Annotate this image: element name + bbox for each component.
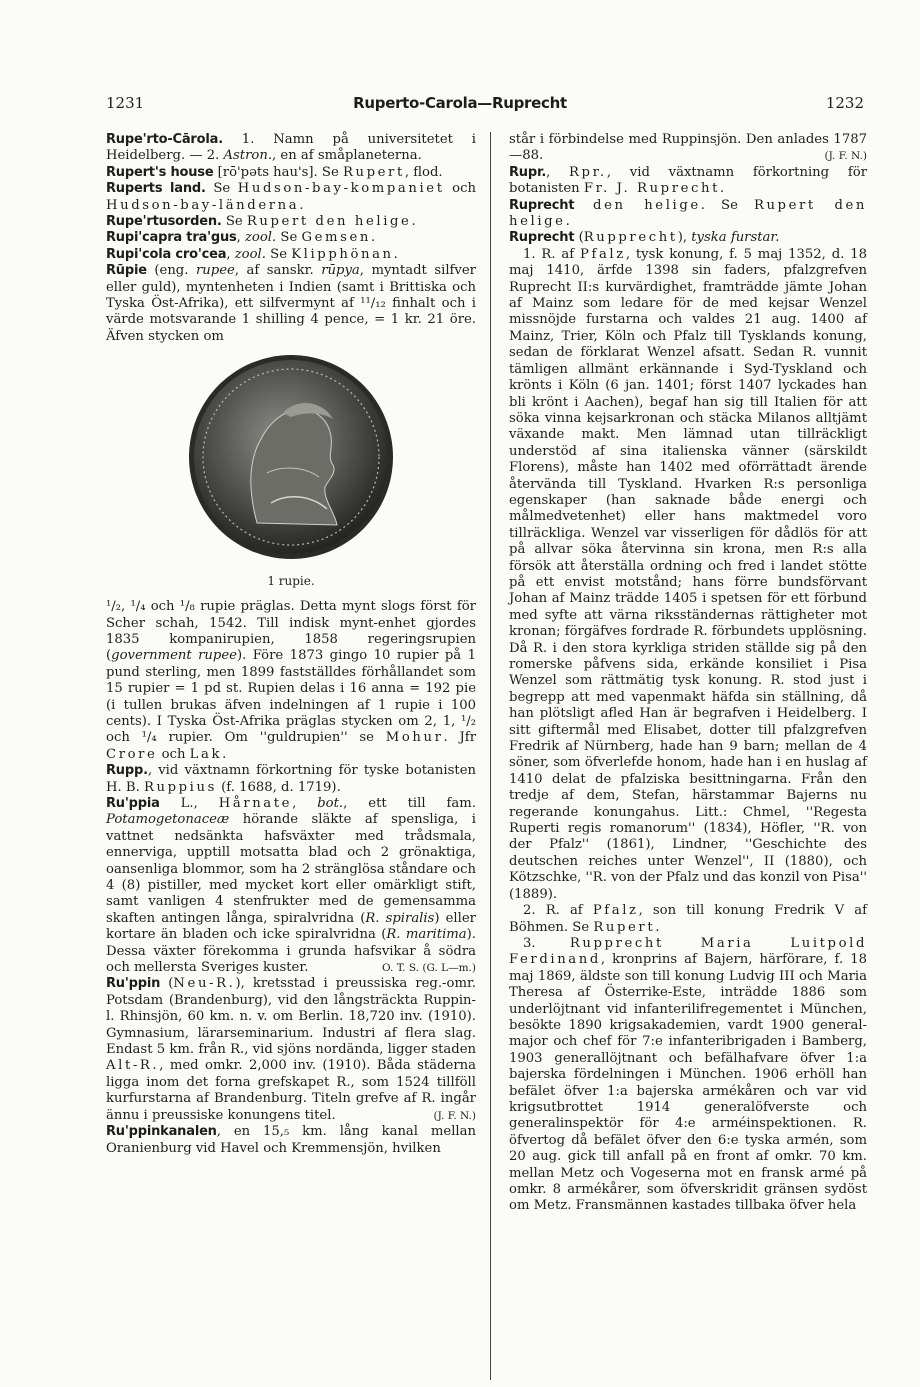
entry-italic: R. maritima [386,927,467,943]
cross-reference: Rupert [593,919,656,935]
headword: Ruprecht [509,197,575,213]
entry-text: L., [159,795,219,811]
cross-reference: Gemsen [301,230,371,246]
entry-text: står i förbindelse med Ruppinsjön. Den anlades 1787—88. [509,132,867,164]
headword-spaced: den helige [574,197,701,213]
entry-text: (eng. [146,263,196,279]
entry-text: . [222,746,227,762]
entry-text: och [444,181,476,197]
entry-text: , [546,164,570,180]
entry-italic: Astron. [223,148,273,164]
entry-italic: zool. [244,230,277,246]
entry-rupicola [106,247,476,263]
author-signature: (J. F. N.) [824,150,867,163]
entry-text: , [226,246,235,262]
entry-text: . [655,919,660,935]
cross-reference: Pfalz [580,246,626,262]
cross-reference: Rpr. [569,164,607,180]
entry-italic: government rupee [111,648,237,664]
rupee-coin-image [187,353,395,561]
cross-reference: Hårnate [218,795,293,811]
entry-ruprecht-furstar [509,230,867,246]
entry-ruppinkanalen [106,1124,476,1157]
headword: Rupp. [106,763,148,779]
entry-text: [rō'pəts hau's]. Se [213,164,343,180]
entry-rupie-continued [106,599,476,763]
cross-reference: Hudson-bay-länderna [106,197,300,213]
entry-text: . [393,246,398,262]
entry-text: , af sanskr. [234,263,322,279]
entry-text: ¹/₂, ¹/₄ och ¹/₈ rupie präglas. Detta mynt slogs först för Scher schah, 1542. Till indisk mynt-enhet gjordes 1835 kompanirupien, 1858 regeringsrupien ( [106,599,476,664]
headword: Ru'ppin [106,976,161,992]
subentry-3 [509,936,867,1215]
cross-reference: Rupert den helige [246,214,412,230]
entry-text: . Jfr [443,730,476,746]
entry-text: ), kretsstad i preussiska reg.-omr. Potsdam (Brandenburg), vid den långsträckta Ruppin- l. Rhinsjön, 60 km. n. v. om Berlin. 18,720 inv. (1910). Gymnasium, lärarseminarium. Industri af flera slag. Endast 5 km. från R., vid sjöns nordända, ligger staden [106,976,477,1058]
cross-reference: Rupert [342,164,405,180]
entry-ruperts-house [106,165,476,181]
headword: Rupr. [509,164,547,180]
entry-italic: R. spiralis [365,910,435,926]
entry-ruprecht-den-helige [509,198,867,231]
figure-caption: 1 rupie. [267,573,315,588]
entry-text: , [292,795,318,811]
entry-text: och [157,746,190,762]
entry-text: hörande släkte af spensliga, i vattnet nedsänkta hafsväxter med trådsmala, ennerviga, upptill motsatta blad och 2 grönaktiga, oansenliga blommor, som ha 2 stränglösa ståndare och 4 (8) pistiller, med mycket kort eller omärkligt stift, samt vanligen 4 stenfrukter med de gemensamma skaften antingen långa, spiralvridna ( [106,812,476,926]
entry-ruppin [106,976,476,1124]
page-number-left: 1231 [106,94,145,112]
cross-reference: Crore [106,746,158,762]
rupee-coin-figure [106,353,476,566]
cross-reference: Rupert den helige [509,197,867,230]
entry-italic: zool. [234,246,266,262]
entry-text: , en af småplaneterna. [272,148,422,164]
cross-reference: Ruppius [143,779,217,795]
entry-ruperts-land [106,181,476,214]
entry-text: ), [677,230,692,246]
entry-ruppinkanalen-continued [509,132,867,165]
entry-text: . [565,214,570,230]
cross-reference: Neu-R. [173,976,236,992]
page-number-right: 1232 [825,94,864,112]
entry-italic: bot. [317,795,344,811]
entry-text: Se [205,181,238,197]
entry-text: 2. R. af [523,903,593,919]
entry-text: , tysk konung, f. 5 maj 1352, d. 18 maj 1410, ärfde 1398 sin faders, pfalzgrefven Ruprecht II:s kurvärdighet, framträdde jämte Johan af Mainz som ledare för de med kejsar Wenzel missnöjde furstarna och valdes 21 aug. 1400 af Mainz, Trier, Köln och Pfalz till Tysklands konung, sedan de förklarat Wenzel afsatt. Sedan R. vunnit tämligen allmänt erkännande i Syd-Tyskland och krönts i Köln (6 jan. 1401; först 1407 lyckades han bli krönt i Aachen), begaf han sig till Italien för att söka vinna kejsarkronan och stäcka Milanos alltjämt växande makt. Men lämnad utan tillräckligt understöd af sina italienska vänner (särskildt Florens), måste han 1402 med oförrättadt ärende återvända till Tyskland. Hvarken R:s personliga egenskaper (han saknade både energi och målmedvetenhet) eller hans maktmedel voro tillräckliga. Wenzel var visserligen för dådlös för att på allvar söka återvinna sin krona, men R:s alla försök att återställa ordning och fred i landet stötte på ett envist motstånd; hans förre bundsförvant Johan af Mainz trädde 1405 i spetsen för ett förbund med syfte att värna riksständernas rättigheter mot kronan; förgäfves fordrade R. förbundets upplösning. Då R. i den stora kyrkliga striden ställde sig på den romerske påfvens sida, erkände konsiliet i Pisa Wenzel som rättmätig tysk konung. R. stod just i begrepp att med vapenmakt häfda sin ställning, då han plötsligt afled Han är begrafven i Heidelberg. I sitt giftermål med Elisabet, dotter till pfalzgrefven Fredrik af Nürnberg, hade han 9 barn; mellan de 4 söner, som öfverlefde honom, hade han i en huslag af 1410 delat de pfalziska besittningarna. Från den tredje af dem, Stefan, härstammar Bajerns nu regerande konungahus. Litt.: Chmel, ''Regesta Ruperti regis romanorum'' (1834), Höfler, ''R. von der Pfalz'' (1861), Lindner, ''Geschichte des deutschen reiches unter Wenzel'', II (1880), och Kötzschke, ''R. von der Pfalz und das konzil von Pisa'' (1889). [509,246,867,902]
headword: Rupert's house [106,164,214,180]
entry-rupertusorden [106,214,476,230]
column-rule [490,132,491,1380]
author-signature: (J. F. N.) [433,1109,476,1122]
entry-text: . [299,197,304,213]
entry-text: (f. 1688, d. 1719). [216,779,341,795]
entry-text: ( [574,230,584,246]
subentry-1 [509,247,867,903]
entry-text: , kronprins af Bajern, härförare, f. 18 maj 1869, äldste son till konung Ludvig III och Maria Theresa af Österrike-Este, inträdde 1886 som underlöjtnant vid infanterilifregementet i München, besökte 1890 krigsakademien, vardt 1900 general-major och chef för 7:e infanteribrigaden i Bamberg, 1903 generallöjtnant och befälhafvare öfver 1:a bajerska fördelningen i München. 1906 erhöll han befälet öfver 1:a bajerska armékåren och var vid krigsutbrottet 1914 generalöfverste och generalinspektör för 4:e arméinspektionen. R. öfvertog då befälet öfver den 6:e tyska armén, som 20 aug. gick till anfall på en front af omkr. 70 km. mellan Metz och Vogeserna mot en fransk armé på omkr. 8 armékårer, som öfverskridit gränsen sydöst om Metz. Fransmännen kastades tillbaka öfver hela [509,952,867,1214]
entry-text: , son till konung Fredrik V af Böhmen. Se [509,903,867,935]
entry-text: ( [160,976,174,992]
entry-italic: rupee [195,263,235,279]
column-left [106,132,476,1157]
cross-reference: Klipphönan [291,246,394,262]
column-right [509,132,867,1215]
entry-rupp [106,763,476,796]
entry-text: ) eller kortare än bladen och icke spiralvridna ( [106,910,476,943]
entry-ruperto-carola [106,132,476,165]
headword: Rūpie [106,263,147,279]
entry-text: , vid växtnamn förkortning för tyske botanisten H. B. [106,763,476,795]
entry-text: 1. Namn på universitetet i Heidelberg. — 2. [106,132,476,164]
headword: Rupe'rto-Cārola. [106,132,223,147]
entry-text: Se [221,214,247,230]
running-title: Ruperto-Carola—Ruprecht [353,94,567,112]
entry-text: , vid växtnamn förkortning för botanisten [509,164,867,197]
headword: Rupe'rtusorden. [106,214,222,230]
entry-text: , [236,230,245,246]
cross-reference: Rupprecht [583,230,678,246]
cross-reference: Fr. J. Ruprecht [583,181,720,197]
entry-rupie [106,263,476,345]
headword: Ru'ppinkanalen [106,1124,217,1140]
entry-text: . [370,230,376,246]
entry-text: , flod. [404,164,443,180]
page-header [0,94,920,118]
entry-text: . Se [700,197,754,213]
subentry-2 [509,903,867,936]
entry-text: . [720,181,725,197]
cross-reference: Pfalz [592,903,639,919]
entry-text: , ett till fam. [343,795,476,811]
entry-text: Se [265,246,292,262]
headword: Ru'ppia [106,795,160,811]
author-signature: O. T. S. (G. L—m.) [382,962,476,975]
entry-italic: rūpya [321,263,360,279]
entry-text: Se [276,230,302,246]
entry-rupicapra [106,230,476,246]
headword: Ruperts land. [106,181,206,197]
entry-italic: tyska furstar. [691,230,780,246]
headword: Rupi'capra tra'gus [106,230,237,246]
entry-ruppia [106,796,476,976]
headword: Ruprecht [509,230,575,246]
entry-text: ). Dessa växter förekomma i grunda hafsvikar å södra och mellersta Sveriges kuster. [106,927,476,976]
entry-text: 1. R. af [523,246,581,262]
entry-text: ). Före 1873 gingo 10 rupier på 1 pund sterling, men 1899 fastställdes förhållandet som 15 rupier = 1 pd st. Rupien delas i 16 anna = 192 pie (i tullen brukas äfven indelningen af 1 rupie i 100 cents). I Tyska Öst-Afrika präglas stycken om 2, 1, ¹/₂ och ¹/₄ rupier. Om ''guldrupien'' se [106,648,476,746]
entry-text: 3. [523,935,570,951]
cross-reference: Hudson-bay-kompaniet [237,181,445,197]
cross-reference: Rupprecht Maria Luitpold Ferdinand [509,935,867,968]
entry-rupr [509,165,867,198]
cross-reference: Mohur [385,730,444,746]
entry-italic: Potamogetonaceæ [106,812,230,828]
cross-reference: Alt-R. [106,1058,160,1074]
entry-text: , en 15,₅ km. lång kanal mellan Oranienburg vid Havel och Kremmensjön, hvilken [106,1124,476,1156]
headword: Rupi'cola cro'cea [106,246,227,262]
entry-text: . [411,214,416,230]
cross-reference: Lak [189,746,223,762]
entry-text: , med omkr. 2,000 inv. (1910). Båda städerna ligga inom det forna grefskapet R., som 1524 tillföll kurfurstarna af Brandenburg. Titeln grefve af R. ingår ännu i preussiske konungens titel. [106,1058,476,1123]
entry-text: , myntadt silfver eller guld), myntenheten i Indien (samt i Brittiska och Tyska Öst-Afrika), ett silfvermynt af ¹¹/₁₂ finhalt och i värde motsvarande 1 shilling 4 pence, = 1 kr. 21 öre. Äfven stycken om [106,263,476,344]
